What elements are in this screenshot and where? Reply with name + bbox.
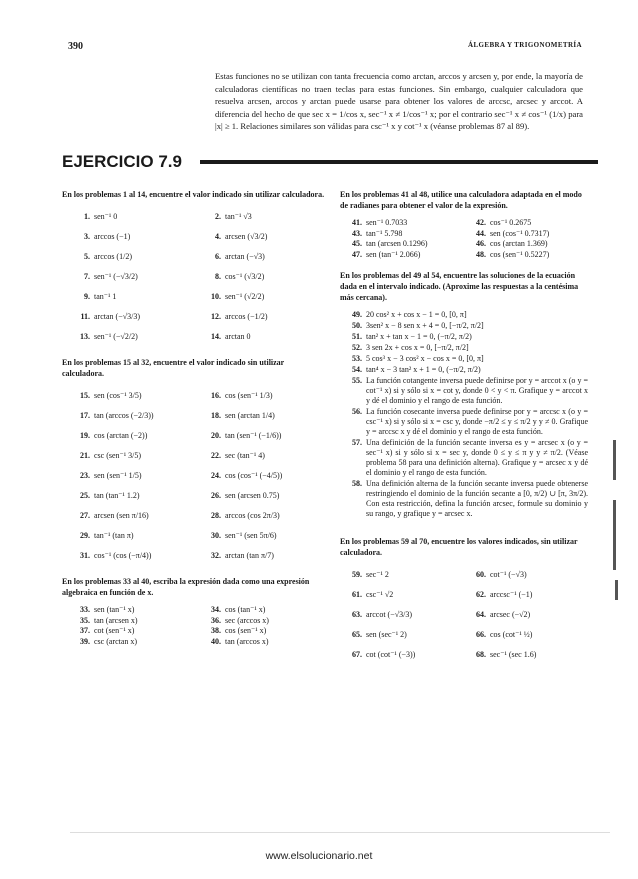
problem-s2-7 — [203, 446, 328, 466]
problem-number: 44. — [476, 228, 486, 238]
problem-s2-13 — [203, 506, 328, 526]
section-5-instruction: En los problemas del 49 al 54, encuentre las soluciones de la ecuación dada en el intervalo indicado. (Aproxime las respuestas a la centésima más cercana). — [340, 271, 579, 302]
problem-number: 7. — [84, 272, 90, 281]
problem-s3-3 — [203, 616, 328, 627]
problem-expression: sen (sec⁻¹ 2) — [366, 630, 407, 639]
problem-expression: sen (sen⁻¹ 1/5) — [94, 471, 142, 480]
page-number: 390 — [68, 41, 83, 52]
problem-s6-8 — [346, 645, 464, 665]
problem-number: 18. — [211, 411, 221, 420]
problem-number: 13. — [80, 332, 90, 341]
problem-s5-3 — [346, 343, 588, 353]
problem-s5-2 — [346, 332, 588, 342]
exercise-heading — [62, 150, 598, 174]
problem-s4-5 — [470, 239, 588, 250]
problem-s3-4 — [72, 626, 197, 637]
problem-number: 41. — [352, 218, 362, 227]
problem-number: 62. — [476, 590, 486, 599]
problem-expression: arccos (−1) — [94, 232, 131, 241]
problem-expression: sec (arccos x) — [225, 615, 269, 625]
intro-paragraph: Estas funciones no se utilizan con tanta frecuencia como arctan, arccos y arcsen y, por ende, la mayoría de calculadoras científicas no traen teclas para estas funciones. Sin embargo, cualquier calculadora que resuelva arcsen, arccos y arctan puede usarse para obtener los valores de arccsc, arcsec y arccot. A diferencia del hecho de que sec x = 1/cos x, sec⁻¹ x ≠ 1/cos⁻¹ x; por el contrario sec⁻¹ x ≠ cos⁻¹ (1/x) para |x| ≥ 1. Relaciones similares son válidas para csc⁻¹ x y cot⁻¹ x (véanse problemas 87 al 89). — [215, 71, 583, 132]
section-4-problems — [340, 218, 588, 260]
problem-number: 12. — [211, 312, 221, 321]
problem-s1-2 — [72, 227, 197, 247]
problem-s4-2 — [346, 229, 464, 240]
problem-expression: sen (arcsen 0.75) — [225, 491, 280, 500]
problem-expression: tan⁻¹ (tan π) — [94, 531, 134, 540]
problem-expression: arctan (−√3/3) — [94, 312, 140, 321]
problem-s2-4 — [72, 426, 197, 446]
problem-number: 20. — [211, 431, 221, 440]
problem-number: 29. — [80, 531, 90, 540]
problem-expression: tan (tan⁻¹ 1.2) — [94, 491, 140, 500]
problem-expression: arctan (−√3) — [225, 252, 265, 261]
problem-expression: tan (arcsen 0.1296) — [366, 239, 428, 248]
problem-expression: cot⁻¹ (−√3) — [490, 570, 527, 579]
problem-s1-4 — [72, 247, 197, 267]
problem-number: 4. — [215, 232, 221, 241]
problem-s1-1 — [203, 207, 328, 227]
problem-number: 16. — [211, 391, 221, 400]
problem-s5-9 — [346, 479, 588, 519]
problem-s4-3 — [470, 229, 588, 240]
heading-rule — [200, 160, 598, 164]
problem-number: 61. — [352, 590, 362, 599]
problem-text: 5 cos³ x − 3 cos² x − cos x = 0, [0, π] — [366, 354, 484, 363]
scan-edge-line — [70, 832, 610, 833]
section-6-instruction: En los problemas 59 al 70, encuentre los valores indicados, sin utilizar calculadora. — [340, 537, 578, 557]
problem-s6-2 — [346, 585, 464, 605]
problem-text: Una definición de la función secante inversa es y = arcsec x (o y = sec⁻¹ x) si y sólo si x = sec y, donde 0 ≤ y ≤ π y y ≠ π/2. (Véase problema 58 para una definición alterna). Grafique y = arcsec x y dé el dominio y el rango de esta función. — [366, 438, 588, 477]
problem-expression: arctan 0 — [225, 332, 251, 341]
problem-expression: cos⁻¹ (cos (−π/4)) — [94, 551, 152, 560]
problem-s2-12 — [72, 506, 197, 526]
problem-number: 30. — [211, 531, 221, 540]
problem-expression: cos (arctan (−2)) — [94, 431, 148, 440]
problem-number: 9. — [84, 292, 90, 301]
problem-s5-1 — [346, 321, 588, 331]
problem-s2-2 — [72, 406, 197, 426]
problem-s2-14 — [72, 526, 197, 546]
problem-expression: sen (arctan 1/4) — [225, 411, 275, 420]
problem-s2-3 — [203, 406, 328, 426]
problem-s2-6 — [72, 446, 197, 466]
problem-text: 20 cos² x + cos x − 1 = 0, [0, π] — [366, 310, 467, 319]
problem-expression: arctan (tan π/7) — [225, 551, 274, 560]
problem-s2-15 — [203, 526, 328, 546]
problem-expression: arcsen (sen π/16) — [94, 511, 149, 520]
problem-number: 23. — [80, 471, 90, 480]
problem-s3-5 — [203, 626, 328, 637]
problem-number: 33. — [80, 605, 90, 614]
problem-number: 3. — [84, 232, 90, 241]
section-5-problems — [340, 310, 588, 519]
problem-s2-17 — [203, 546, 328, 566]
problem-expression: cos⁻¹ 0.2675 — [490, 218, 532, 227]
problem-number: 15. — [80, 391, 90, 400]
problem-number: 68. — [476, 650, 486, 659]
problem-expression: csc (sen⁻¹ 3/5) — [94, 451, 142, 460]
left-column — [62, 189, 328, 647]
problem-number: 22. — [211, 451, 221, 460]
problem-number: 42. — [476, 218, 486, 227]
right-column — [340, 189, 588, 665]
problem-number: 47. — [352, 249, 362, 259]
problem-expression: tan (sen⁻¹ (−1/6)) — [225, 431, 282, 440]
problem-expression: cos (tan⁻¹ x) — [225, 605, 266, 614]
problem-s3-2 — [72, 616, 197, 627]
problem-number: 26. — [211, 491, 221, 500]
problem-s2-0 — [72, 386, 197, 406]
problem-s6-0 — [346, 565, 464, 585]
problem-s2-1 — [203, 386, 328, 406]
problem-number: 49. — [352, 310, 362, 319]
problem-s6-5 — [470, 605, 588, 625]
problem-expression: sen⁻¹ 0.7033 — [366, 218, 408, 227]
problem-expression: tan (arccos x) — [225, 636, 269, 646]
problem-expression: arcsec (−√2) — [490, 610, 531, 619]
problem-s1-13 — [203, 327, 328, 347]
problem-number: 37. — [80, 626, 90, 635]
problem-number: 52. — [352, 343, 362, 352]
exercise-title: EJERCICIO 7.9 — [62, 152, 182, 171]
problem-s1-6 — [72, 267, 197, 287]
problem-number: 11. — [80, 312, 90, 321]
problem-expression: cos (sen⁻¹ 1/3) — [225, 391, 273, 400]
section-6-problems — [340, 565, 588, 665]
problem-s5-0 — [346, 310, 588, 320]
problem-number: 40. — [211, 636, 221, 646]
problem-expression: cos (sen⁻¹ 0.5227) — [490, 249, 550, 259]
problem-number: 50. — [352, 321, 362, 330]
problem-expression: sen⁻¹ 0 — [94, 212, 118, 221]
problem-s1-9 — [203, 287, 328, 307]
problem-expression: cos (cot⁻¹ ½) — [490, 630, 533, 639]
problem-s1-10 — [72, 307, 197, 327]
problem-number: 59. — [352, 570, 362, 579]
problem-s4-6 — [346, 250, 464, 261]
problem-expression: sec⁻¹ (sec 1.6) — [490, 650, 537, 659]
problem-s2-8 — [72, 466, 197, 486]
problem-number: 17. — [80, 411, 90, 420]
problem-number: 35. — [80, 615, 90, 625]
problem-number: 24. — [211, 471, 221, 480]
problem-number: 60. — [476, 570, 486, 579]
problem-s6-9 — [470, 645, 588, 665]
section-1-problems — [62, 207, 328, 347]
problem-expression: arcsen (√3/2) — [225, 232, 268, 241]
problem-s1-8 — [72, 287, 197, 307]
problem-text: 3sen² x − 8 sen x + 4 = 0, [−π/2, π/2] — [366, 321, 484, 330]
problem-s6-7 — [470, 625, 588, 645]
problem-expression: sen (tan⁻¹ 2.066) — [366, 249, 421, 259]
problem-expression: cos (cos⁻¹ (−4/5)) — [225, 471, 283, 480]
problem-s3-0 — [72, 605, 197, 616]
problem-s1-5 — [203, 247, 328, 267]
problem-number: 56. — [352, 407, 362, 416]
problem-number: 45. — [352, 239, 362, 248]
problem-number: 34. — [211, 605, 221, 614]
problem-s5-4 — [346, 354, 588, 364]
running-head: ÁLGEBRA Y TRIGONOMETRÍA — [468, 41, 582, 49]
problem-number: 8. — [215, 272, 221, 281]
problem-s5-7 — [346, 407, 588, 437]
problem-expression: sen (tan⁻¹ x) — [94, 605, 135, 614]
problem-number: 48. — [476, 249, 486, 259]
problem-expression: sen⁻¹ (√2/2) — [225, 292, 265, 301]
footer-url: www.elsolucionario.net — [265, 850, 373, 862]
problem-expression: arccos (−1/2) — [225, 312, 268, 321]
problem-number: 38. — [211, 626, 221, 635]
problem-s2-9 — [203, 466, 328, 486]
problem-expression: cos (arctan 1.369) — [490, 239, 548, 248]
problem-expression: arccot (−√3/3) — [366, 610, 412, 619]
problem-expression: csc⁻¹ √2 — [366, 590, 394, 599]
problem-number: 28. — [211, 511, 221, 520]
problem-s5-5 — [346, 365, 588, 375]
section-2-instruction: En los problemas 15 al 32, encuentre el valor indicado sin utilizar calculadora. — [62, 358, 285, 378]
problem-s4-4 — [346, 239, 464, 250]
problem-s1-11 — [203, 307, 328, 327]
problem-number: 66. — [476, 630, 486, 639]
problem-s4-0 — [346, 218, 464, 229]
problem-number: 1. — [84, 212, 90, 221]
problem-s2-10 — [72, 486, 197, 506]
problem-expression: sen (cos⁻¹ 3/5) — [94, 391, 142, 400]
section-2-problems — [62, 386, 328, 566]
problem-s2-11 — [203, 486, 328, 506]
problem-number: 36. — [211, 615, 221, 625]
problem-s5-6 — [346, 376, 588, 406]
problem-expression: arccsc⁻¹ (−1) — [490, 590, 533, 599]
problem-s2-5 — [203, 426, 328, 446]
problem-number: 53. — [352, 354, 362, 363]
problem-s6-1 — [470, 565, 588, 585]
problem-s4-7 — [470, 250, 588, 261]
problem-text: La función cosecante inversa puede definirse por y = arccsc x (o y = csc⁻¹ x) si y sólo si x = csc y, donde −π/2 ≤ y ≤ π/2 y y ≠ 0. Grafique y = arccsc x y dé el dominio y el rango de esta función. — [366, 407, 588, 436]
problem-expression: cot (sen⁻¹ x) — [94, 626, 135, 635]
problem-text: Una definición alterna de la función secante inversa puede obtenerse restringiendo el dominio de la función secante a [0, π/2) ∪ [π, 3π/2). Con esta restricción, defina la función arcsec, formule su dominio y su rango, y grafique y = arcsec x. — [366, 479, 588, 518]
section-4-instruction: En los problemas 41 al 48, utilice una calculadora adaptada en el modo de radianes para obtener el valor de la expresión. — [340, 190, 582, 210]
problem-number: 43. — [352, 228, 362, 238]
problem-s3-7 — [203, 637, 328, 648]
problem-s1-7 — [203, 267, 328, 287]
problem-expression: sen⁻¹ (−√3/2) — [94, 272, 138, 281]
problem-expression: cot (cot⁻¹ (−3)) — [366, 650, 416, 659]
problem-expression: tan (arccos (−2/3)) — [94, 411, 154, 420]
problem-expression: sec (tan⁻¹ 4) — [225, 451, 265, 460]
problem-number: 27. — [80, 511, 90, 520]
problem-number: 14. — [211, 332, 221, 341]
problem-number: 39. — [80, 636, 90, 646]
problem-text: tan⁴ x − 3 tan² x + 1 = 0, (−π/2, π/2) — [366, 365, 481, 374]
problem-s1-3 — [203, 227, 328, 247]
problem-number: 19. — [80, 431, 90, 440]
problem-text: 3 sen 2x + cos x = 0, [−π/2, π/2] — [366, 343, 469, 352]
problem-expression: sec⁻¹ 2 — [366, 570, 389, 579]
problem-expression: sen⁻¹ (−√2/2) — [94, 332, 138, 341]
problem-expression: tan (arcsen x) — [94, 615, 138, 625]
problem-number: 21. — [80, 451, 90, 460]
problem-s4-1 — [470, 218, 588, 229]
problem-number: 6. — [215, 252, 221, 261]
section-1-instruction: En los problemas 1 al 14, encuentre el valor indicado sin utilizar calculadora. — [62, 190, 325, 199]
problem-s6-4 — [346, 605, 464, 625]
problem-number: 25. — [80, 491, 90, 500]
problem-expression: tan⁻¹ √3 — [225, 212, 252, 221]
problem-number: 46. — [476, 239, 486, 248]
problem-s6-3 — [470, 585, 588, 605]
problem-expression: csc (arctan x) — [94, 636, 138, 646]
problem-number: 10. — [211, 292, 221, 301]
problem-number: 67. — [352, 650, 362, 659]
problem-number: 63. — [352, 610, 362, 619]
problem-number: 64. — [476, 610, 486, 619]
problem-s3-1 — [203, 605, 328, 616]
problem-expression: sen⁻¹ (sen 5π/6) — [225, 531, 277, 540]
problem-number: 32. — [211, 551, 221, 560]
problem-s1-0 — [72, 207, 197, 227]
problem-number: 58. — [352, 479, 362, 488]
problem-text: tan² x + tan x − 1 = 0, (−π/2, π/2) — [366, 332, 472, 341]
problem-text: La función cotangente inversa puede definirse por y = arccot x (o y = cot⁻¹ x) si y sólo si x = cot y, donde 0 < y < π. Grafique y = arccot x y dé el dominio y el rango de esta función. — [366, 376, 588, 405]
problem-number: 65. — [352, 630, 362, 639]
problem-number: 51. — [352, 332, 362, 341]
problem-number: 2. — [215, 212, 221, 221]
problem-number: 5. — [84, 252, 90, 261]
problem-s1-12 — [72, 327, 197, 347]
problem-expression: arccos (1/2) — [94, 252, 132, 261]
problem-s2-16 — [72, 546, 197, 566]
problem-s5-8 — [346, 438, 588, 478]
scan-margin-marks — [611, 440, 619, 600]
problem-expression: arccos (cos 2π/3) — [225, 511, 280, 520]
problem-expression: tan⁻¹ 5.798 — [366, 228, 403, 238]
problem-s3-6 — [72, 637, 197, 648]
problem-number: 31. — [80, 551, 90, 560]
problem-expression: cos (sen⁻¹ x) — [225, 626, 267, 635]
problem-expression: sen (cos⁻¹ 0.7317) — [490, 228, 550, 238]
problem-expression: cos⁻¹ (√3/2) — [225, 272, 265, 281]
problem-number: 57. — [352, 438, 362, 447]
problem-expression: tan⁻¹ 1 — [94, 292, 117, 301]
problem-number: 55. — [352, 376, 362, 385]
section-3-instruction: En los problemas 33 al 40, escriba la expresión dada como una expresión algebraica en función de x. — [62, 577, 310, 597]
problem-s6-6 — [346, 625, 464, 645]
section-3-problems — [62, 605, 328, 647]
problem-number: 54. — [352, 365, 362, 374]
